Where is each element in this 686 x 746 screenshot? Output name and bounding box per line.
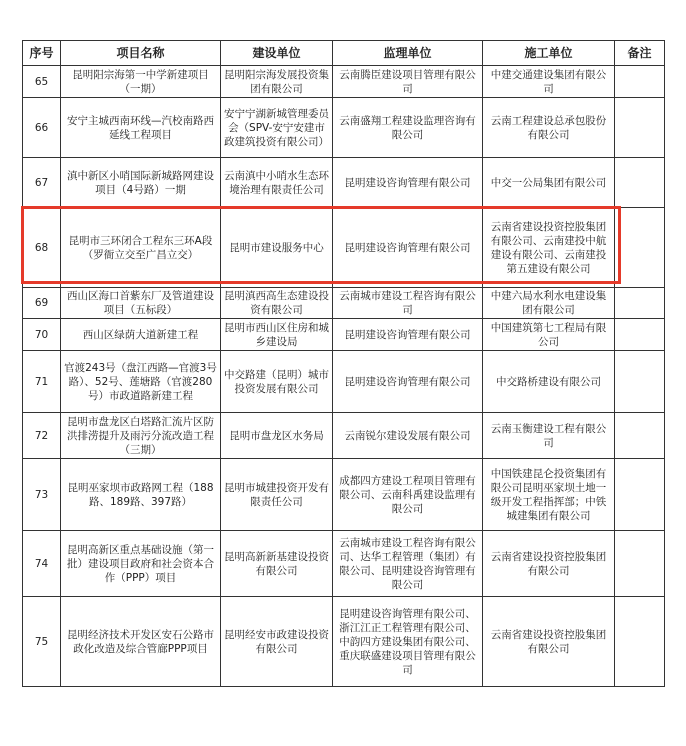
row-contractor: 云南玉衡建设工程有限公司 [483, 413, 615, 459]
row-project-name: 昆明经济技术开发区安石公路市政化改造及综合管廊PPP项目 [61, 597, 221, 687]
table-row [23, 288, 665, 319]
row-contractor: 中建六局水利水电建设集团有限公司 [483, 288, 615, 319]
row-project-name: 昆明阳宗海第一中学新建项目（一期） [61, 66, 221, 98]
row-remark [615, 413, 665, 459]
row-project-name: 昆明高新区重点基础设施（第一批）建设项目政府和社会资本合作（PPP）项目 [61, 531, 221, 597]
row-contractor: 中交路桥建设有限公司 [483, 351, 615, 413]
row-builder: 中交路建（昆明）城市投资发展有限公司 [221, 351, 333, 413]
row-remark [615, 158, 665, 208]
row-no: 70 [23, 319, 61, 351]
table-row [23, 597, 665, 687]
row-no: 65 [23, 66, 61, 98]
header-no: 序号 [23, 41, 61, 66]
row-remark [615, 208, 665, 288]
row-contractor: 云南省建设投资控股集团有限公司 [483, 531, 615, 597]
row-builder: 昆明市西山区住房和城乡建设局 [221, 319, 333, 351]
row-supervisor: 云南盛翔工程建设监理咨询有限公司 [333, 98, 483, 158]
row-project-name: 西山区绿荫大道新建工程 [61, 319, 221, 351]
row-project-name: 滇中新区小哨国际新城路网建设项目（4号路）一期 [61, 158, 221, 208]
table-row [23, 413, 665, 459]
row-supervisor: 昆明建设咨询管理有限公司 [333, 319, 483, 351]
row-supervisor: 昆明建设咨询管理有限公司、浙江江正工程管理有限公司、中韵四方建设集团有限公司、重庆联盛建设项目管理有限公司 [333, 597, 483, 687]
row-remark [615, 319, 665, 351]
row-no: 71 [23, 351, 61, 413]
header-contractor: 施工单位 [483, 41, 615, 66]
row-supervisor: 昆明建设咨询管理有限公司 [333, 351, 483, 413]
row-builder: 昆明市盘龙区水务局 [221, 413, 333, 459]
row-contractor: 中建交通建设集团有限公司 [483, 66, 615, 98]
row-project-name: 昆明巫家坝市政路网工程（188路、189路、397路） [61, 459, 221, 531]
table-row [23, 459, 665, 531]
header-project-name: 项目名称 [61, 41, 221, 66]
row-remark [615, 597, 665, 687]
row-no: 75 [23, 597, 61, 687]
row-no: 66 [23, 98, 61, 158]
table-row [23, 531, 665, 597]
row-contractor: 云南省建设投资控股集团有限公司、云南建投中航建设有限公司、云南建投第五建设有限公司 [483, 208, 615, 288]
row-builder: 昆明阳宗海发展投资集团有限公司 [221, 66, 333, 98]
row-no: 73 [23, 459, 61, 531]
row-supervisor: 云南城市建设工程咨询有限公司 [333, 288, 483, 319]
row-remark [615, 351, 665, 413]
row-supervisor: 成都四方建设工程项目管理有限公司、云南科禹建设监理有限公司 [333, 459, 483, 531]
row-builder: 昆明高新新基建设投资有限公司 [221, 531, 333, 597]
row-supervisor: 昆明建设咨询管理有限公司 [333, 158, 483, 208]
row-remark [615, 288, 665, 319]
table-row [23, 98, 665, 158]
row-builder: 云南滇中小哨水生态环境治理有限责任公司 [221, 158, 333, 208]
header-builder: 建设单位 [221, 41, 333, 66]
row-no: 69 [23, 288, 61, 319]
row-contractor: 云南省建设投资控股集团有限公司 [483, 597, 615, 687]
row-project-name: 官渡243号（盘江西路—官渡3号路）、52号、莲塘路（官渡280号）市政道路新建工程 [61, 351, 221, 413]
row-remark [615, 531, 665, 597]
row-contractor: 中国建筑第七工程局有限公司 [483, 319, 615, 351]
row-supervisor: 昆明建设咨询管理有限公司 [333, 208, 483, 288]
project-table [22, 40, 665, 687]
row-contractor: 云南工程建设总承包股份有限公司 [483, 98, 615, 158]
row-project-name: 昆明市三环闭合工程东三环A段（罗衙立交至广昌立交） [61, 208, 221, 288]
table-header-row [23, 41, 665, 66]
row-builder: 昆明市建设服务中心 [221, 208, 333, 288]
row-supervisor: 云南腾臣建设项目管理有限公司 [333, 66, 483, 98]
row-contractor: 中交一公局集团有限公司 [483, 158, 615, 208]
row-builder: 昆明市城建投资开发有限责任公司 [221, 459, 333, 531]
row-project-name: 昆明市盘龙区白塔路汇流片区防洪排涝提升及雨污分流改造工程（三期） [61, 413, 221, 459]
table-row-highlighted [23, 208, 665, 288]
header-supervisor: 监理单位 [333, 41, 483, 66]
row-project-name: 西山区海口首紫东厂及管道建设项目（五标段） [61, 288, 221, 319]
row-no: 72 [23, 413, 61, 459]
row-no: 74 [23, 531, 61, 597]
row-supervisor: 云南锐尔建设发展有限公司 [333, 413, 483, 459]
table-row [23, 351, 665, 413]
row-remark [615, 459, 665, 531]
row-builder: 昆明经安市政建设投资有限公司 [221, 597, 333, 687]
row-no: 67 [23, 158, 61, 208]
row-project-name: 安宁主城西南环线—汽校南路西延线工程项目 [61, 98, 221, 158]
row-builder: 安宁宁湖新城管理委员会（SPV-安宁安建市政建筑投资有限公司） [221, 98, 333, 158]
row-builder: 昆明滇西高生态建设投资有限公司 [221, 288, 333, 319]
row-remark [615, 98, 665, 158]
row-no: 68 [23, 208, 61, 288]
table-row [23, 158, 665, 208]
table-row [23, 66, 665, 98]
row-supervisor: 云南城市建设工程咨询有限公司、达华工程管理（集团）有限公司、昆明建设咨询管理有限公司 [333, 531, 483, 597]
header-remark: 备注 [615, 41, 665, 66]
row-contractor: 中国铁建昆仑投资集团有限公司昆明巫家坝土地一级开发工程指挥部；中铁城建集团有限公司 [483, 459, 615, 531]
row-remark [615, 66, 665, 98]
table-row [23, 319, 665, 351]
